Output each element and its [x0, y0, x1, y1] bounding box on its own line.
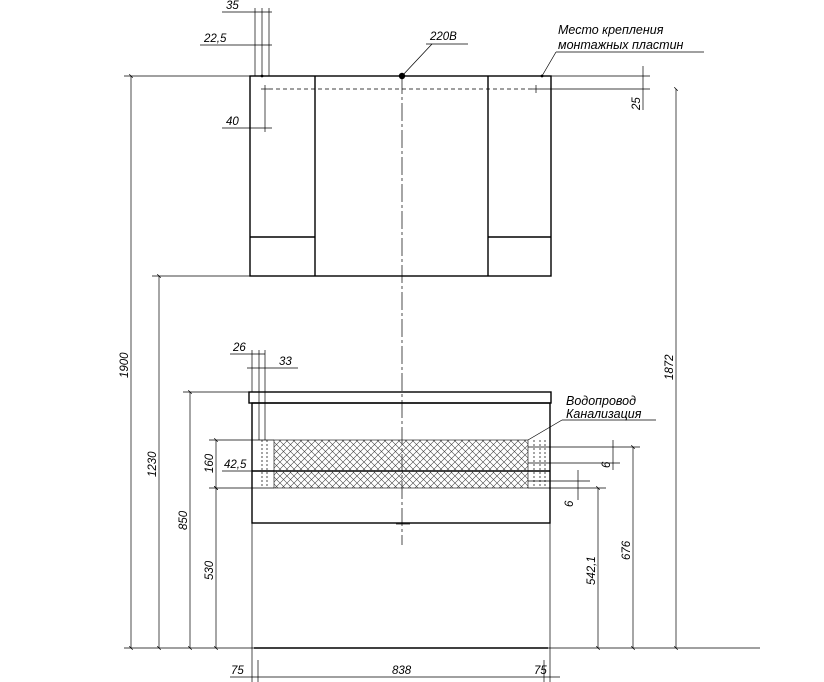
dim-6-upper: 6 [601, 461, 613, 468]
dimension-lines [124, 8, 760, 682]
note-water-supply: Водопровод [566, 394, 637, 408]
dim-1230: 1230 [147, 451, 159, 477]
pipe-zone-hatch [274, 440, 528, 488]
power-label: 220В [430, 31, 457, 43]
dim-42-5: 42,5 [224, 459, 247, 471]
dim-75-left: 75 [231, 665, 244, 677]
dim-26: 26 [233, 342, 246, 354]
dim-25: 25 [631, 97, 643, 110]
dim-542-1: 542,1 [586, 556, 598, 585]
dim-75-right: 75 [534, 665, 547, 677]
dim-22-5: 22,5 [204, 33, 227, 45]
dim-530: 530 [204, 560, 216, 580]
dim-6-lower: 6 [564, 500, 576, 507]
dim-838: 838 [392, 665, 412, 677]
note-sewer: Канализация [566, 407, 642, 421]
note-mount-line1: Место крепления [558, 23, 664, 37]
dim-160: 160 [204, 453, 216, 473]
dim-1900: 1900 [119, 352, 131, 378]
dim-33: 33 [279, 356, 292, 368]
dim-35: 35 [226, 0, 239, 12]
dimension-labels [119, 0, 676, 677]
dim-40: 40 [226, 116, 239, 128]
dim-676: 676 [621, 540, 633, 560]
mirror-cabinet [250, 73, 551, 276]
mount-hole-right-icon [532, 85, 540, 93]
mount-hole-left-icon [261, 85, 269, 93]
dim-850: 850 [178, 510, 190, 530]
note-mount-line2: монтажных пластин [558, 38, 684, 52]
dim-1872: 1872 [664, 354, 676, 380]
vanity-unit [249, 392, 551, 648]
